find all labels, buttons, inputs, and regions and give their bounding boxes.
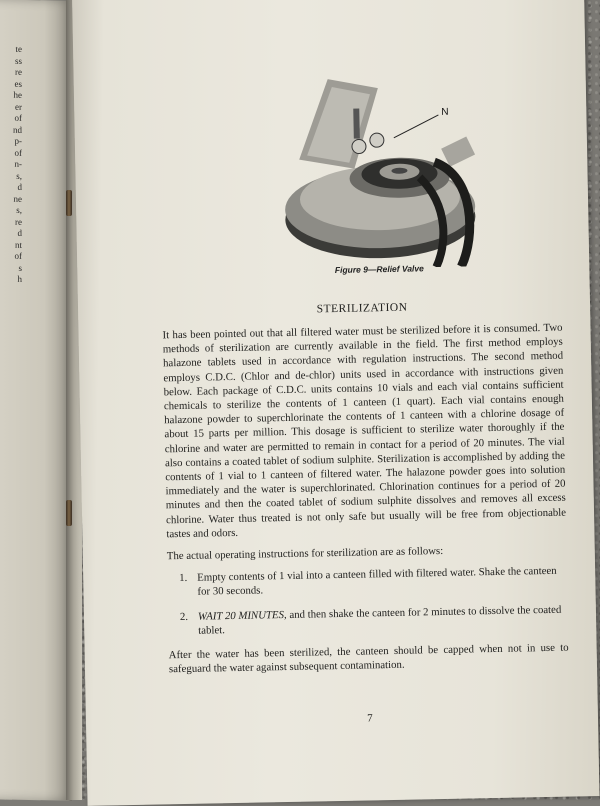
figure-caption: Figure 9—Relief Valve (334, 263, 424, 276)
staple-bottom (66, 500, 72, 526)
left-page (0, 0, 72, 801)
paragraph-1: It has been pointed out that all filtered water must be sterilized before it is consumed. Two methods of sterilization are currently available in the field. The first method employs halazone tablets used in accordance with regulation instructions. The second method employs C.D.C. (Chlor and de-chlor) units used in accordance with instructions given below. Each package of C.D.C. units contains 10 vials and each vial contains sufficient chemicals to sterilize the contents of 1 canteen (1 quart). Each vial contains enough halazone powder to superchlorinate the contents of 1 canteen with a chlorine dosage of about 15 parts per million. This dosage is sufficient to sterilize water thoroughly if the chlorine and water are permitted to remain in contact for a period of 20 minutes. The vial also contains a coated tablet of sodium sulphite. Sterilization is accomplished by adding the contents of 1 vial to 1 canteen of filtered water. The halazone powder goes into solution immediately and the water is superchlorinated. Chlorination continues for a period of 20 minutes and then the coated tablet of sodium sulphite dissolves and removes all excess chlorine. Water thus treated is not only safe but usually will be free from objectionable tastes and odors. (162, 321, 567, 541)
figure-relief-valve (156, 5, 561, 283)
instruction-step-2 (179, 602, 568, 638)
instruction-step-1 (179, 564, 567, 600)
step-text: and then shake the canteen for 2 minutes to dissolve the coated tablet. (198, 603, 562, 637)
staple-top (66, 190, 72, 216)
instruction-list (167, 564, 568, 638)
page-content (156, 5, 570, 729)
left-page-text-fragments: te ss re es he er of nd p- of n- s, d ne s, re d nt of s h (13, 43, 22, 284)
page-number: 7 (367, 712, 373, 725)
step-number: 1. (179, 572, 188, 585)
paragraph-2: The actual operating instructions for sterilization are as follows: (166, 545, 444, 563)
step-emphasis: WAIT 20 MINUTES, (197, 608, 287, 623)
paragraph-3: After the water has been sterilized, the canteen should be capped when not in use to safeguard the water against subsequent contamination. (168, 641, 569, 676)
relief-valve-photo (258, 66, 502, 271)
step-text: Empty contents of 1 vial into a canteen filled with filtered water. Shake the canteen for 30 seconds. (197, 565, 557, 599)
callout-label: N (441, 106, 449, 118)
right-page (72, 0, 599, 806)
section-heading: STERILIZATION (316, 301, 408, 316)
step-number: 2. (179, 610, 189, 623)
